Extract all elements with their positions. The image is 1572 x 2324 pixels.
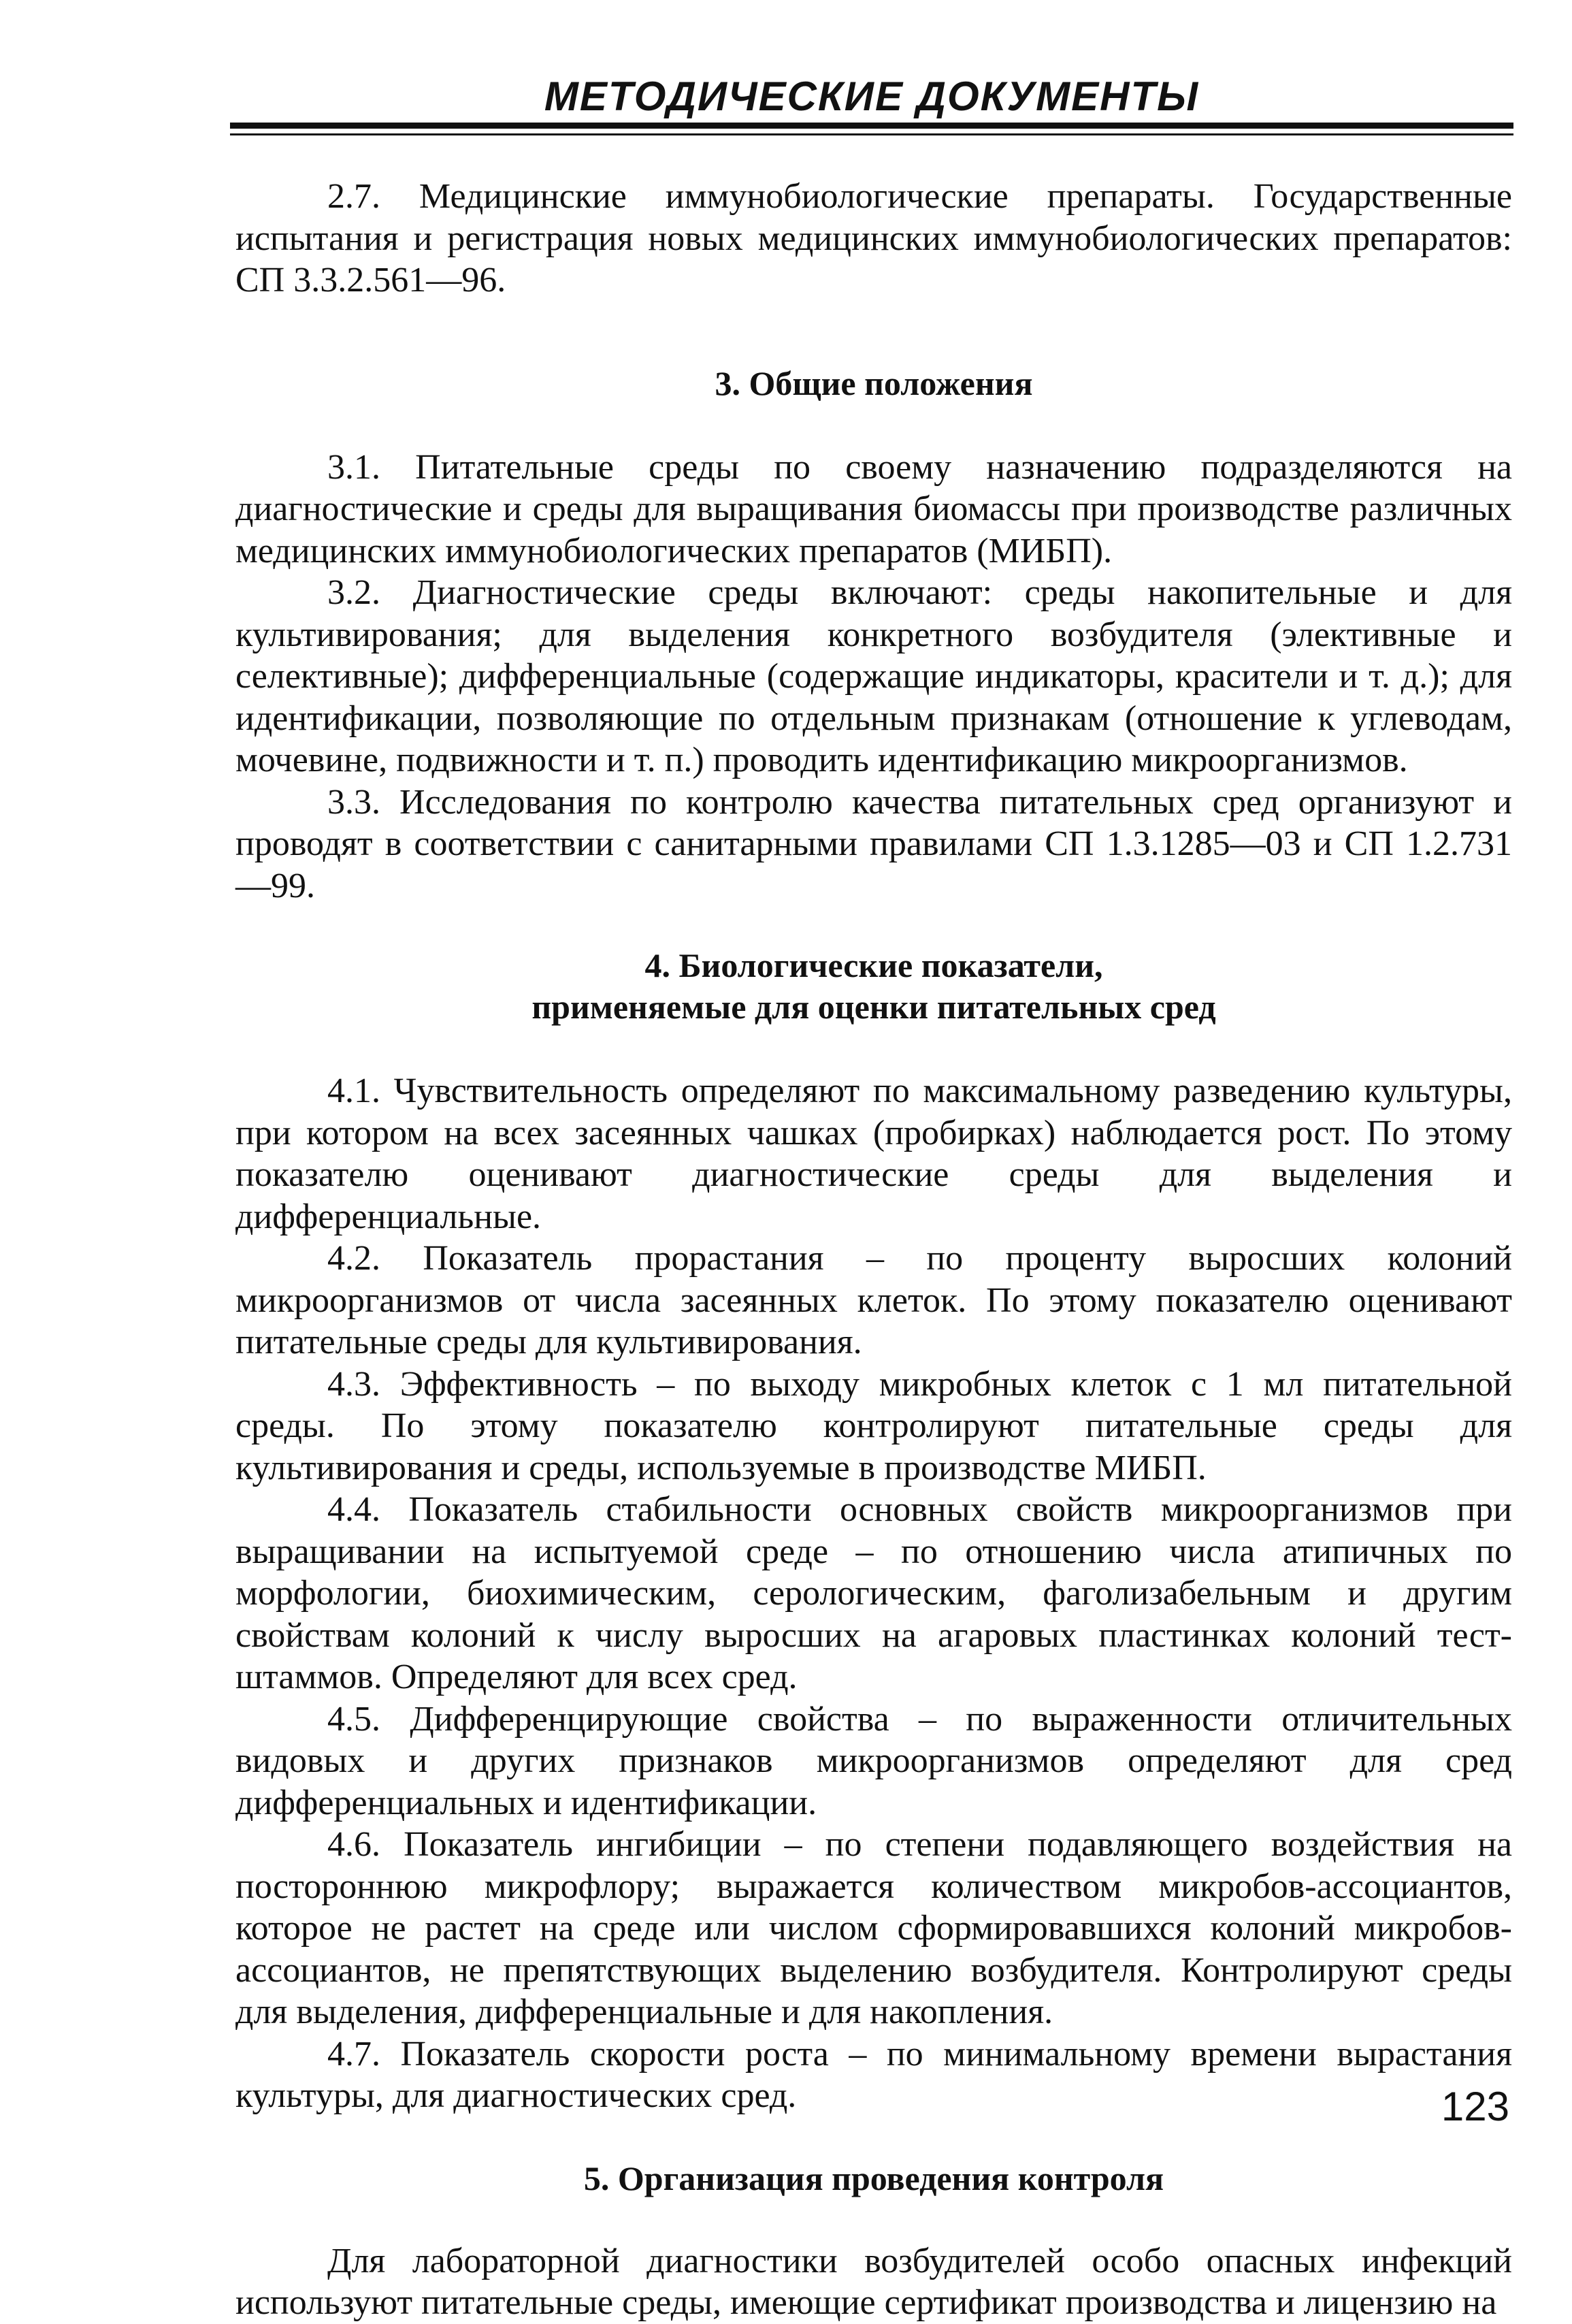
paragraph-4-2: 4.2. Показатель прорастания – по проценту выросших колоний микроорганизмов от числа засеянных клеток. По этому показателю оценивают питательные среды для культивирования. [235,1239,1512,1361]
paragraph-4-3: 4.3. Эффективность – по выходу микробных клеток с 1 мл питательной среды. По этому показателю контролируют питательные среды для культивирования и среды, используемые в производстве МИБП. [235,1364,1512,1487]
section-heading-5: 5. Организация проведения контроля [583,2159,1164,2197]
paragraph-4-6: 4.6. Показатель ингибиции – по степени подавляющего воздействия на постороннюю микрофлору; выражается количеством микробов-ассоциантов, которое не растет на среде или числом сформировавшихся колоний микробов-ассоциантов, не препятствующих выделению возбудителя. Контролируют среды для выделения, дифференциальные и для накопления. [235,1825,1512,2031]
paragraph-4-4: 4.4. Показатель стабильности основных свойств микроорганизмов при выращивании на испытуемой среде – по отношению числа атипичных по морфологии, биохимическим, серологическим, фаголизабельным и другим свойствам колоний к числу выросших на агаровых пластинках колоний тест-штаммов. Определяют для всех сред. [235,1490,1512,1696]
header-title: МЕТОДИЧЕСКИЕ ДОКУМЕНТЫ [544,74,1200,119]
paragraph-3-3: 3.3. Исследования по контролю качества питательных сред организуют и проводят в соответствии с санитарными правилами СП 1.3.1285—03 и СП 1.2.731—99. [235,782,1512,905]
paragraph-2-7: 2.7. Медицинские иммунобиологические препараты. Государственные испытания и регистрация новых медицинских иммунобиологических препаратов: СП 3.3.2.561—96. [235,177,1512,300]
paragraph-3-2: 3.2. Диагностические среды включают: среды накопительные и для культивирования; для выделения конкретного возбудителя (элективные и селективные); дифференциальные (содержащие индикаторы, красители и т. д.); для идентификации, позволяющие по отдельным признакам (отношение к углеводам, мочевине, подвижности и т. п.) проводить идентификацию микроорганизмов. [235,573,1512,779]
paragraph-4-5: 4.5. Дифференцирующие свойства – по выраженности отличительных видовых и других признаков микроорганизмов определяют для сред дифференциальных и идентификации. [235,1699,1512,1822]
paragraph-4-7: 4.7. Показатель скорости роста – по минимальному времени вырастания культуры, для диагностических сред. [235,2034,1512,2115]
running-header [230,69,1513,144]
page-content [235,176,1512,2324]
section-heading-3: 3. Общие положения [715,364,1033,402]
header-rule-thick [230,123,1513,129]
page-number: 123 [1441,2084,1509,2129]
paragraph-5-intro: Для лабораторной диагностики возбудителей особо опасных инфекций используют питательные среды, имеющие сертификат производства и лицензию на [235,2241,1512,2322]
section-heading-4 [235,945,1512,1028]
header-rule-thin [230,133,1513,135]
section-heading-4-line1: 4. Биологические показатели, [644,946,1103,984]
paragraph-4-1: 4.1. Чувствительность определяют по максимальному разведению культуры, при котором на всех засеянных чашках (пробирках) наблюдается рост. По этому показателю оценивают диагностические среды для выделения и дифференциальные. [235,1071,1512,1236]
section-heading-4-line2: применяемые для оценки питательных сред [531,988,1216,1026]
paragraph-3-1: 3.1. Питательные среды по своему назначению подразделяются на диагностические и среды для выращивания биомассы при производстве различных медицинских иммунобиологических препаратов (МИБП). [235,447,1512,570]
